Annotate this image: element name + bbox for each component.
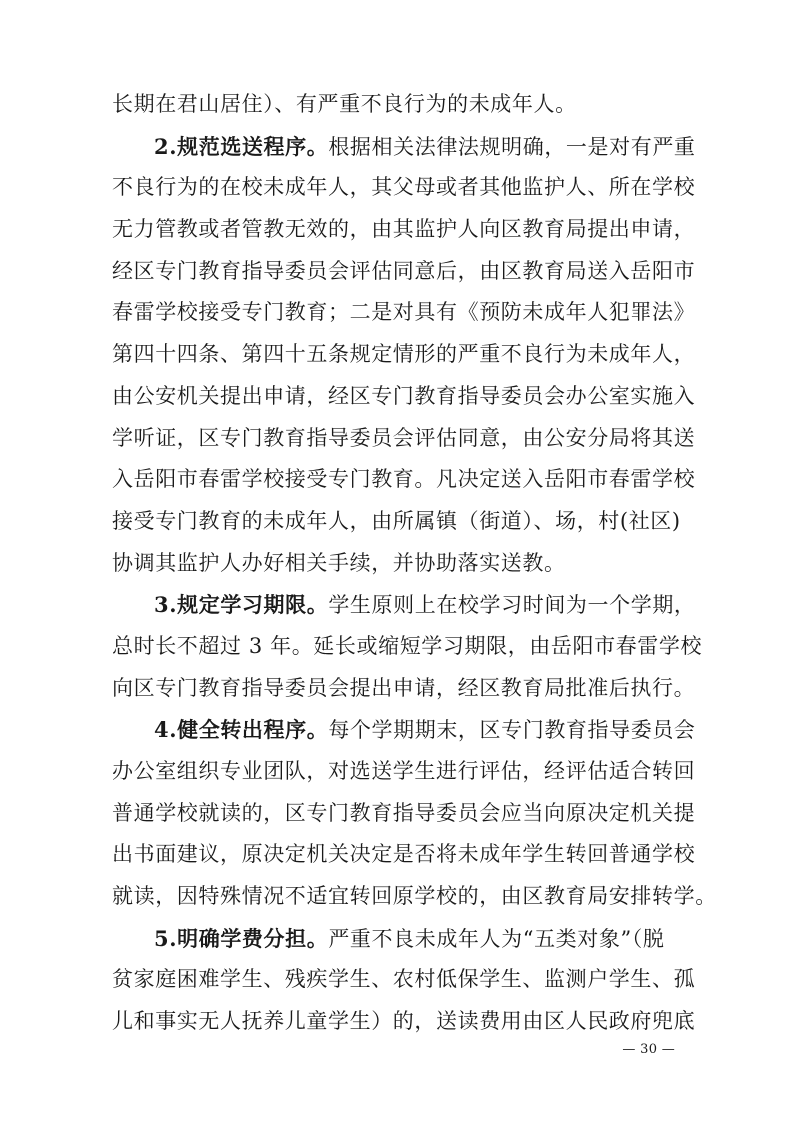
text-line: 由公安机关提出申请，经区专门教育指导委员会办公室实施入 xyxy=(112,383,696,408)
text-line: 接受专门教育的未成年人，由所属镇（街道）、场，村(社区) xyxy=(112,508,681,533)
section-line: 2.规范选送程序。根据相关法律法规明确，一是对有严重 xyxy=(154,133,696,159)
text-line: 第四十四条、第四十五条规定情形的严重不良行为未成年人， xyxy=(112,342,696,367)
text-line: 协调其监护人办好相关手续，并协助落实送教。 xyxy=(112,550,566,575)
page-number: — 30 — xyxy=(622,1042,675,1057)
text-line: 办公室组织专业团队，对选送学生进行评估，经评估适合转回 xyxy=(112,759,696,783)
text-line: 向区专门教育指导委员会提出申请，经区教育局批准后执行。 xyxy=(112,675,696,700)
text-line: 普通学校就读的，区专门教育指导委员会应当向原决定机关提 xyxy=(112,800,696,825)
text-line: 就读，因特殊情况不适宜转回原学校的，由区教育局安排转学。 xyxy=(112,884,717,909)
section-line: 5.明确学费分担。严重不良未成年人为“五类对象”（脱 xyxy=(154,925,665,951)
text-line: 儿和事实无人抚养儿童学生）的，送读费用由区人民政府兜底 xyxy=(112,1009,696,1034)
body-text xyxy=(112,84,717,1043)
text-line: 春雷学校接受专门教育；二是对具有《预防未成年人犯罪法》 xyxy=(112,300,696,325)
section-heading: 2.规范选送程序。 xyxy=(154,133,329,159)
text-line: 学听证，区专门教育指导委员会评估同意，由公安分局将其送 xyxy=(112,425,696,450)
section-heading: 5.明确学费分担。 xyxy=(154,925,329,951)
text-line: 出书面建议，原决定机关决定是否将未成年学生转回普通学校 xyxy=(112,842,696,867)
text-line: 贫家庭困难学生、残疾学生、农村低保学生、监测户学生、孤 xyxy=(112,967,696,992)
text-line: 不良行为的在校未成年人，其父母或者其他监护人、所在学校 xyxy=(112,175,696,200)
section-line: 4.健全转出程序。每个学期期末，区专门教育指导委员会 xyxy=(154,717,696,743)
text-line: 无力管教或者管教无效的，由其监护人向区教育局提出申请， xyxy=(112,217,696,242)
text-line: 经区专门教育指导委员会评估同意后，由区教育局送入岳阳市 xyxy=(112,258,696,283)
text-line: 总时长不超过 3 年。延长或缩短学习期限，由岳阳市春雷学校 xyxy=(112,633,703,658)
text-line: 长期在君山居住）、有严重不良行为的未成年人。 xyxy=(112,92,577,116)
text-line: 入岳阳市春雷学校接受专门教育。凡决定送入岳阳市春雷学校 xyxy=(112,467,696,492)
section-line: 3.规定学习期限。学生原则上在校学习时间为一个学期， xyxy=(154,592,696,618)
section-heading: 3.规定学习期限。 xyxy=(154,592,329,618)
section-heading: 4.健全转出程序。 xyxy=(154,717,329,743)
